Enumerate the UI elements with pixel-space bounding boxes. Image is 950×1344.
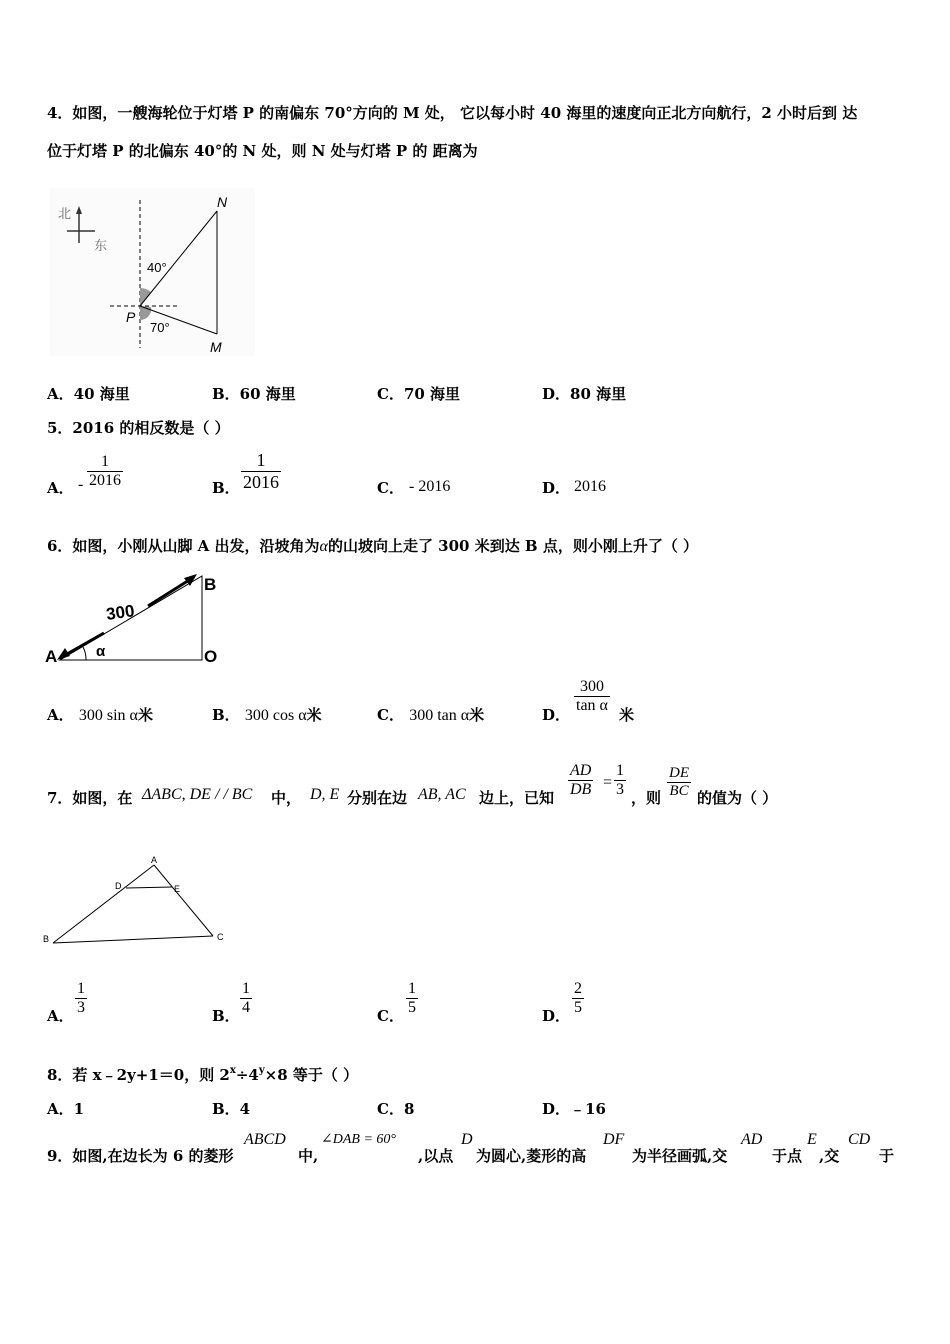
q6-option-a-value: 300 sin α [78, 707, 138, 724]
q7-figure [40, 852, 240, 952]
q6-O-label: O [204, 647, 218, 666]
q7-stem-part6: 的值为（ ） [697, 789, 778, 807]
q7-equals: = [603, 774, 613, 791]
q5-stem: 5．2016 的相反数是（ ） [47, 419, 230, 437]
q7-D-label: D [115, 881, 122, 891]
q6-option-d-unit: 米 [619, 706, 635, 724]
q6-option-b-label: B． [212, 706, 240, 724]
q7-C-label: C [217, 932, 224, 942]
q7-option-a-label[interactable]: A． [47, 1007, 74, 1025]
q4-option-a[interactable]: A．40 海里 [47, 385, 130, 403]
q6-option-c[interactable] [377, 704, 484, 725]
q7-B-label: B [43, 934, 50, 944]
q7-math-sides: AB, AC [418, 786, 466, 803]
q7-math-de: D, E [310, 786, 340, 803]
q5-option-a-label[interactable]: A． [47, 479, 74, 497]
q6-A-label: A [45, 647, 58, 666]
q7-c-numerator: 1 [408, 980, 416, 997]
q6-option-b-value: 300 cos α [244, 707, 307, 724]
q6-option-d-label[interactable]: D． [542, 706, 571, 724]
q8-option-d[interactable]: D．﹣16 [542, 1100, 606, 1118]
q6-option-b[interactable] [212, 704, 322, 725]
q9-math-e: E [807, 1131, 817, 1148]
q7-stem-part5: ，则 [631, 789, 662, 807]
q7-option-a-fraction [75, 980, 87, 1017]
q6-option-a[interactable] [47, 704, 153, 725]
q9-stem-part8: 于 [879, 1147, 895, 1165]
q7-math-triangle: ΔABC, DE / / BC [142, 786, 253, 803]
q7-option-c-label[interactable]: C． [377, 1007, 404, 1025]
q7-d-numerator: 2 [574, 980, 582, 997]
q7-stem-part2: 中， [271, 789, 302, 807]
q6-alpha: α [319, 538, 328, 555]
q8-stem [47, 1064, 358, 1085]
q6-stem [47, 535, 698, 556]
q5-b-denominator: 2016 [243, 472, 279, 492]
q7-ratio-one-third [614, 762, 626, 799]
q8-stem-c: ×8 等于（ ） [264, 1066, 359, 1084]
q4-angle-70: 70° [150, 320, 170, 335]
q8-exp-x: x [229, 1065, 236, 1076]
q4-figure [50, 188, 260, 358]
q7-stem-part4: 边上，已知 [479, 789, 555, 807]
q4-stem-line2: 位于灯塔 P 的北偏东 40°的 N 处，则 N 处与灯塔 P 的 距离为 [47, 142, 478, 160]
q9-math-angle: ∠DAB = 60° [321, 1132, 396, 1147]
q4-option-d[interactable]: D．80 海里 [542, 385, 627, 403]
q6-figure [44, 570, 234, 670]
q7-c-denominator: 5 [408, 999, 416, 1016]
q7-option-d-label[interactable]: D． [542, 1007, 571, 1025]
q9-stem-part2: 中, [298, 1147, 319, 1165]
q6-d-denominator: tan α [576, 697, 608, 714]
q6-option-c-unit: 米 [469, 706, 485, 724]
q4-option-c[interactable]: C．70 海里 [377, 385, 461, 403]
q7-ad: AD [570, 762, 592, 779]
q4-N-label: N [217, 194, 228, 210]
q5-option-a-sign: - [78, 476, 84, 493]
q4-stem-line1: 4．如图，一艘海轮位于灯塔 P 的南偏东 70°方向的 M 处， 它以每小时 40 海里的速度向正北方向航行，2 小时后到 达 [47, 104, 858, 122]
q5-b-numerator: 1 [256, 450, 266, 470]
q4-M-label: M [210, 339, 222, 355]
q4-north-label: 北 [58, 206, 72, 221]
q6-option-d-fraction [574, 678, 610, 715]
q6-d-numerator: 300 [579, 678, 604, 695]
q7-de: DE [669, 765, 689, 781]
q6-stem-b: 的山坡向上走了 300 米到达 B 点，则小刚上升了（ ） [327, 537, 699, 555]
q8-stem-b: ÷4 [235, 1066, 259, 1084]
q7-option-b-fraction [240, 980, 252, 1017]
q7-b-denominator: 4 [242, 999, 250, 1016]
q7-b-numerator: 1 [242, 980, 250, 997]
q7-a-numerator: 1 [77, 980, 85, 997]
q5-option-b-fraction [241, 450, 281, 493]
q6-B-label: B [204, 575, 217, 594]
q9-stem-part6: 于点 [772, 1147, 803, 1165]
q7-a-denominator: 3 [77, 999, 85, 1016]
q5-a-numerator: 1 [101, 453, 109, 470]
q7-d-denominator: 5 [574, 999, 582, 1016]
q9-stem-part1: 9．如图,在边长为 6 的菱形 [47, 1147, 234, 1165]
q9-stem-part4: 为圆心,菱形的高 [476, 1147, 587, 1165]
q9-stem-part3: ,以点 [418, 1147, 454, 1165]
q6-option-c-value: 300 tan α [409, 707, 470, 724]
q7-option-c-fraction [406, 980, 418, 1017]
q8-option-c[interactable]: C．8 [377, 1100, 415, 1118]
q6-length-label: 300 [104, 601, 136, 624]
q7-one: 1 [616, 762, 624, 779]
q7-option-b-label[interactable]: B． [212, 1007, 240, 1025]
q9-math-ad: AD [741, 1131, 763, 1148]
q7-three: 3 [616, 781, 624, 798]
q5-option-c-label[interactable]: C． [377, 479, 404, 497]
q6-option-c-label: C． [377, 706, 404, 724]
q5-option-b-label[interactable]: B． [212, 479, 240, 497]
q4-P-label: P [126, 309, 136, 325]
q8-stem-a: 8．若 x﹣2y+1＝0，则 2 [47, 1066, 230, 1084]
q7-db: DB [570, 781, 592, 798]
q6-stem-a: 6．如图，小刚从山脚 A 出发，沿坡角为 [47, 537, 320, 555]
q9-math-df: DF [603, 1131, 625, 1148]
q7-A-label: A [151, 855, 158, 865]
q7-stem-part1: 7．如图，在 [47, 789, 133, 807]
q8-option-a[interactable]: A．1 [47, 1100, 85, 1118]
q9-math-d: D [461, 1131, 473, 1148]
q9-stem-part5: 为半径画弧,交 [632, 1147, 728, 1165]
q7-option-d-fraction [572, 980, 584, 1017]
q6-option-a-unit: 米 [137, 706, 153, 724]
q6-angle-label: α [96, 643, 106, 660]
q5-option-a-fraction [87, 453, 123, 490]
q5-option-c-value: - 2016 [409, 478, 451, 495]
q9-stem-part7: ,交 [819, 1147, 840, 1165]
q9-math-cd: CD [848, 1131, 871, 1148]
q5-option-d-label[interactable]: D． [542, 479, 571, 497]
q7-stem-part3: 分别在边 [347, 789, 408, 807]
q5-a-denominator: 2016 [89, 472, 121, 489]
q8-option-b[interactable]: B．4 [212, 1100, 251, 1118]
q4-angle-40: 40° [147, 260, 167, 275]
q6-option-b-unit: 米 [306, 706, 322, 724]
q4-east-label: 东 [94, 238, 108, 253]
q7-ratio-ad-db [568, 762, 593, 799]
q7-bc: BC [669, 783, 689, 799]
q7-E-label: E [174, 884, 181, 894]
q8-exp-y: y [258, 1065, 265, 1076]
q9-math-abcd: ABCD [244, 1131, 286, 1148]
q5-option-d-value: 2016 [574, 478, 606, 495]
q7-ratio-de-bc [667, 765, 691, 800]
q4-option-b[interactable]: B．60 海里 [212, 385, 296, 403]
q6-option-a-label: A． [47, 706, 74, 724]
